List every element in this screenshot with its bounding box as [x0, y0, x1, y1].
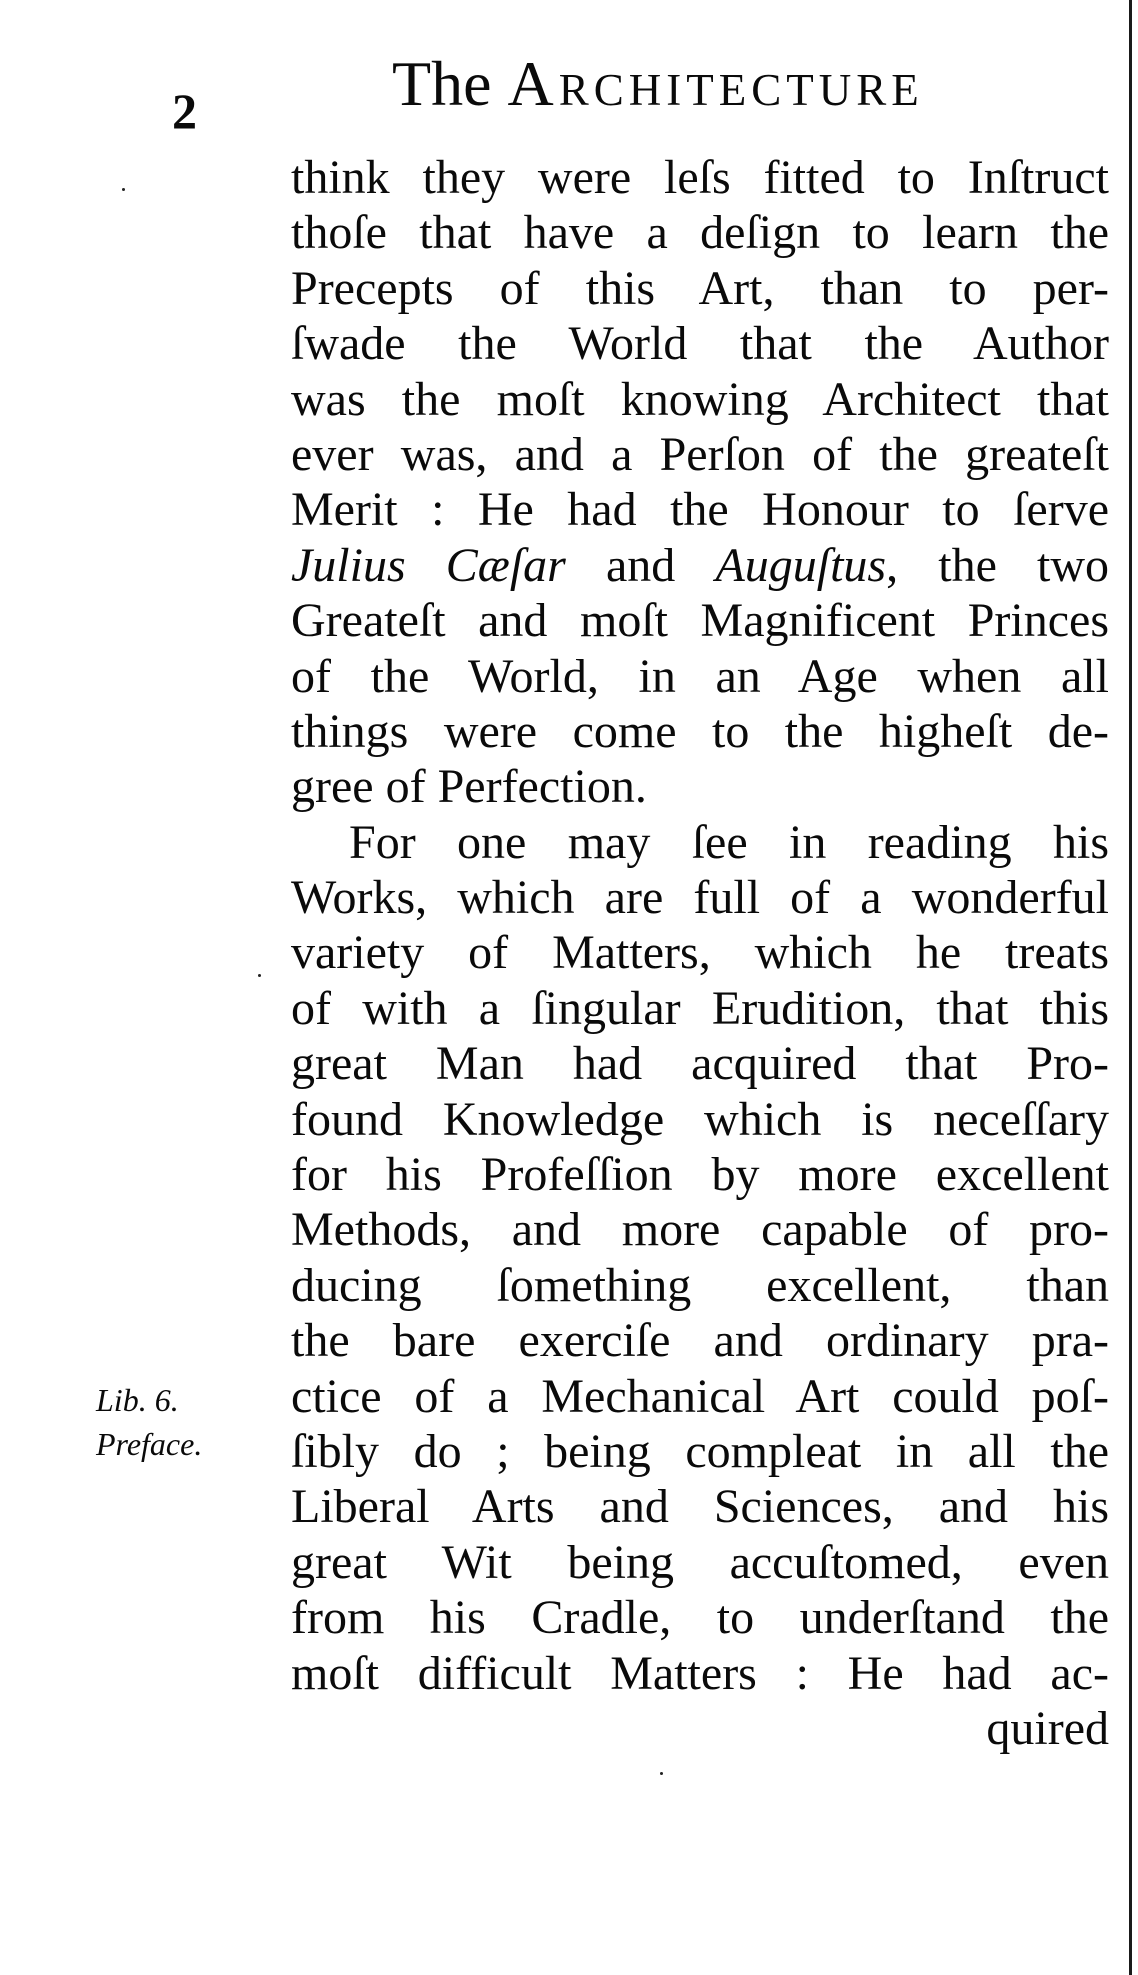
text-line: ſibly do ; being compleat in all the: [291, 1424, 1109, 1478]
page-number: 2: [172, 83, 197, 139]
body-text: [291, 150, 1109, 1756]
text-line: Methods, and more capable of pro-: [291, 1203, 1109, 1257]
text-line: For one may ſee in reading his: [349, 815, 1109, 869]
catchword: quired: [986, 1701, 1109, 1755]
text-line: ducing ſomething excellent, than: [291, 1258, 1109, 1312]
text-line: things were come to the higheſt de-: [291, 704, 1109, 758]
running-head-title: Architecture: [507, 48, 924, 119]
text-line: great Wit being accuſtomed, even: [291, 1535, 1109, 1589]
text-line-names: [291, 538, 1109, 593]
text-line: the bare exerciſe and ordinary pra-: [291, 1314, 1109, 1368]
text-line: Works, which are full of a wonderful: [291, 871, 1109, 925]
text-line: thoſe that have a deſign to learn the: [291, 206, 1109, 260]
text-line: think they were leſs fitted to Inſtruct: [291, 151, 1109, 204]
text-fragment: , the two: [886, 538, 1109, 592]
text-fragment: and: [605, 538, 676, 592]
text-line: gree of Perfection.: [291, 760, 647, 814]
text-line: from his Cradle, to underſtand the: [291, 1591, 1109, 1645]
text-line: ever was, and a Perſon of the greateſt: [291, 427, 1109, 481]
text-line: found Knowledge which is neceſſary: [291, 1092, 1109, 1146]
text-line: Greateſt and moſt Magnificent Princes: [291, 594, 1109, 648]
text-line: Liberal Arts and Sciences, and his: [291, 1480, 1109, 1534]
text-line: ſwade the World that the Author: [291, 317, 1109, 371]
name-julius-caesar: Julius Cæſar: [291, 538, 566, 592]
text-line: variety of Matters, which he treats: [291, 926, 1109, 980]
margin-note: [96, 1378, 202, 1466]
name-augustus: Auguſtus: [715, 538, 887, 592]
text-line: for his Profeſſion by more excellent: [291, 1148, 1109, 1202]
text-line: was the moſt knowing Architect that: [291, 372, 1109, 426]
text-line: of the World, in an Age when all: [291, 649, 1109, 703]
text-line: of with a ſingular Erudition, that this: [291, 981, 1109, 1035]
text-line: ctice of a Mechanical Art could poſ-: [291, 1369, 1109, 1423]
speck: [258, 974, 261, 977]
running-head-prefix: The: [392, 48, 492, 119]
margin-note-book: Lib. 6.: [96, 1382, 179, 1418]
speck: [660, 1772, 663, 1775]
page-edge: [1129, 0, 1132, 1975]
speck: [122, 188, 125, 191]
margin-note-section: Preface.: [96, 1426, 203, 1462]
text-line: moſt difficult Matters : He had ac-: [291, 1646, 1109, 1700]
running-head: [392, 48, 924, 119]
text-line: Precepts of this Art, than to per-: [291, 261, 1109, 315]
text-line: great Man had acquired that Pro-: [291, 1037, 1109, 1091]
text-line: Merit : He had the Honour to ſerve: [291, 483, 1109, 537]
